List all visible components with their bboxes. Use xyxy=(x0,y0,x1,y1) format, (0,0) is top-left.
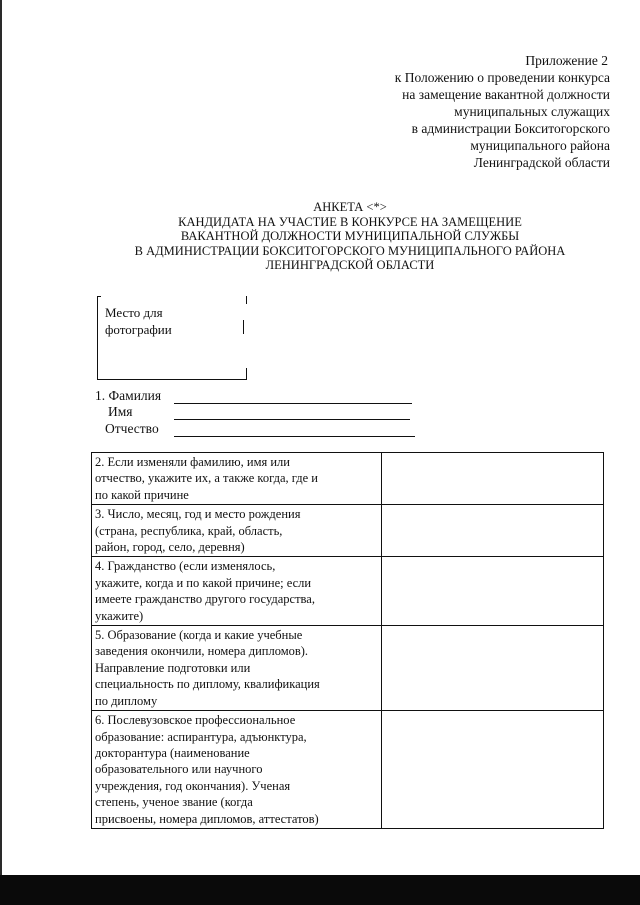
name-field[interactable] xyxy=(174,419,410,420)
answer-cell[interactable] xyxy=(382,453,604,505)
photo-border xyxy=(97,379,247,380)
question-line: степень, ученое звание (когда xyxy=(95,795,253,810)
scan-left-edge xyxy=(0,0,2,905)
photo-border xyxy=(97,296,98,380)
question-line: (страна, республика, край, область, xyxy=(95,523,283,538)
appendix-line: муниципальных служащих xyxy=(454,104,610,119)
question-line: заведения окончили, номера дипломов). xyxy=(95,644,309,659)
patronymic-field[interactable] xyxy=(174,436,415,437)
question-line: имеете гражданство другого государства, xyxy=(95,592,315,607)
answer-cell[interactable] xyxy=(382,626,604,711)
scan-bottom-edge xyxy=(0,875,640,905)
photo-label-line: Место для xyxy=(105,305,163,320)
photo-border xyxy=(243,320,244,334)
table-row xyxy=(92,557,604,626)
photo-placeholder xyxy=(97,296,247,380)
photo-border xyxy=(246,296,247,304)
question-line: по какой причине xyxy=(95,487,189,502)
title-line: ВАКАНТНОЙ ДОЛЖНОСТИ МУНИЦИПАЛЬНОЙ СЛУЖБЫ xyxy=(180,229,520,243)
table-row xyxy=(92,711,604,829)
title-line: В АДМИНИСТРАЦИИ БОКСИТОГОРСКОГО МУНИЦИПАЛЬНОГО РАЙОНА xyxy=(134,243,566,258)
appendix-line: в администрации Бокситогорского xyxy=(411,121,610,136)
form-title xyxy=(60,200,640,273)
photo-label xyxy=(105,304,172,338)
question-line: специальность по диплому, квалификация xyxy=(95,677,320,692)
question-line: 5. Образование (когда и какие учебные xyxy=(95,628,303,643)
question-line: отчество, укажите их, а также когда, где и xyxy=(95,471,318,486)
question-cell xyxy=(92,557,382,626)
name-label: Имя xyxy=(108,404,133,419)
questionnaire-table xyxy=(91,452,604,829)
question-cell xyxy=(92,711,382,829)
question-line: присвоены, номера дипломов, аттестатов) xyxy=(95,811,319,826)
table-row xyxy=(92,626,604,711)
question-line: укажите, когда и по какой причине; если xyxy=(95,575,312,590)
patronymic-label: Отчество xyxy=(105,421,159,436)
appendix-line: муниципального района xyxy=(470,138,610,153)
question-cell xyxy=(92,453,382,505)
answer-cell[interactable] xyxy=(382,557,604,626)
question-line: укажите) xyxy=(95,608,144,623)
title-line: КАНДИДАТА НА УЧАСТИЕ В КОНКУРСЕ НА ЗАМЕЩЕНИЕ xyxy=(178,214,522,229)
question-line: образовательного или научного xyxy=(95,762,263,777)
question-line: район, город, село, деревня) xyxy=(95,540,245,555)
question-line: учреждения, год окончания). Ученая xyxy=(95,778,291,793)
surname-label: 1. Фамилия xyxy=(95,388,162,403)
answer-cell[interactable] xyxy=(382,505,604,557)
question-line: 4. Гражданство (если изменялось, xyxy=(95,559,276,574)
appendix-line: Ленинградской области xyxy=(473,155,610,170)
question-line: образование: аспирантура, адъюнктура, xyxy=(95,729,307,744)
title-line: АНКЕТА <*> xyxy=(313,200,387,214)
question-cell xyxy=(92,505,382,557)
appendix-line: к Положению о проведении конкурса xyxy=(394,70,610,85)
appendix-header xyxy=(395,52,610,171)
question-line: 2. Если изменяли фамилию, имя или xyxy=(95,455,290,469)
question-line: докторантура (наименование xyxy=(95,745,250,760)
appendix-line: на замещение вакантной должности xyxy=(402,87,610,102)
photo-border xyxy=(246,368,247,380)
question-line: Направление подготовки или xyxy=(95,660,251,675)
question-cell xyxy=(92,626,382,711)
question-line: 3. Число, месяц, год и место рождения xyxy=(95,507,301,522)
question-line: 6. Послевузовское профессиональное xyxy=(95,713,296,728)
question-line: по диплому xyxy=(95,693,158,708)
table-row xyxy=(92,505,604,557)
photo-border xyxy=(97,296,101,297)
table-row xyxy=(92,453,604,505)
appendix-line: Приложение 2 xyxy=(525,53,608,68)
surname-field[interactable] xyxy=(174,403,412,404)
title-line: ЛЕНИНГРАДСКОЙ ОБЛАСТИ xyxy=(265,258,435,272)
photo-label-line: фотографии xyxy=(105,322,172,337)
answer-cell[interactable] xyxy=(382,711,604,829)
